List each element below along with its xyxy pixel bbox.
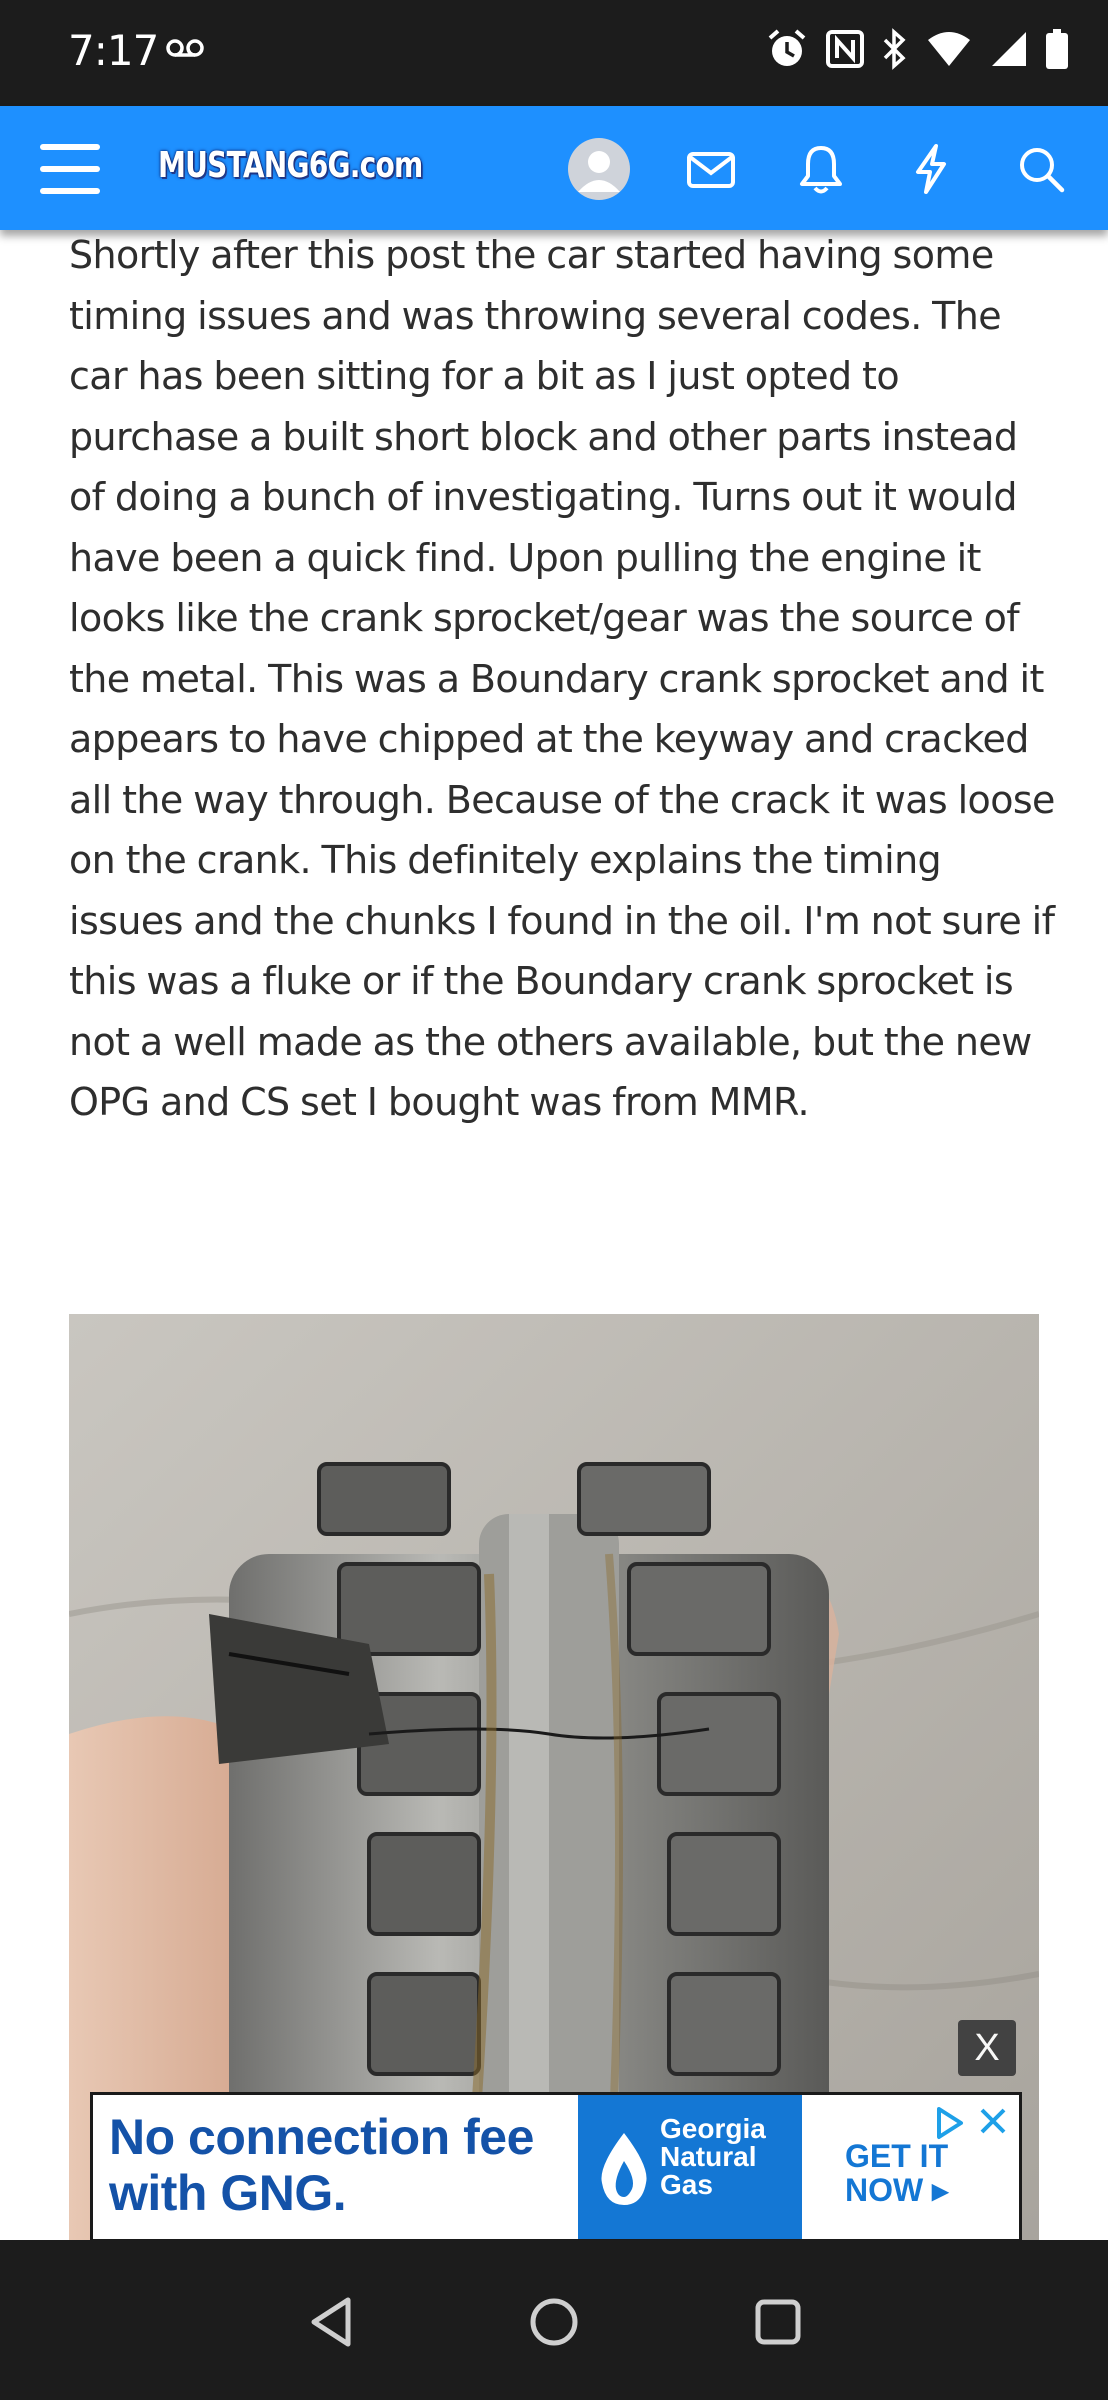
- bluetooth-icon: [882, 28, 908, 70]
- hamburger-menu-icon[interactable]: [40, 144, 100, 194]
- alarm-icon: [766, 28, 808, 70]
- cell-signal-icon: [990, 30, 1028, 68]
- logo-text: MUSTANG6G.com: [158, 144, 423, 186]
- voicemail-icon: [166, 38, 204, 63]
- battery-icon: [1046, 29, 1068, 69]
- back-icon[interactable]: [302, 2292, 362, 2352]
- wifi-icon: [926, 30, 972, 68]
- post-paragraph: Shortly after this post the car started having some timing issues and was throwing several codes. The car has been sitting for a bit as I just opted to purchase a built short block and other parts instead of doing a bunch of investigating. Turns out it would have been a quick find. Upon pulling the engine it looks like the crank sprocket/gear was the source of the metal. This was a Boundary crank sprocket and it appears to have chipped at the keyway and cracked all the way through. Because of the crack it was loose on the crank. This definitely explains the timing issues and the chunks I found in the oil. I'm not sure if this was a fluke or if the Boundary crank sprocket is not a well made as the others available, but the new OPG and CS set I bought was from MMR.: [69, 233, 1055, 1124]
- ad-headline-line1: No connection fee: [109, 2109, 534, 2165]
- recents-icon[interactable]: [748, 2292, 808, 2352]
- site-logo[interactable]: [152, 136, 503, 194]
- ad-close-icon[interactable]: [977, 2105, 1009, 2142]
- adchoices-icon[interactable]: [931, 2105, 967, 2146]
- bell-icon[interactable]: [790, 138, 852, 200]
- flame-logo-icon: [596, 2131, 652, 2207]
- ad-brand-block: [578, 2095, 802, 2239]
- ad-headline-line2: with GNG.: [109, 2165, 347, 2221]
- status-bar: [0, 0, 1108, 106]
- app-header: [0, 106, 1108, 230]
- status-icons: [766, 28, 1068, 70]
- ad-cta[interactable]: [845, 2139, 965, 2207]
- ad-brand-line1: Georgia: [660, 2113, 766, 2144]
- close-overlay-button[interactable]: X: [958, 2020, 1016, 2076]
- nfc-icon: [826, 30, 864, 68]
- ad-cta-line2: NOW ▸: [845, 2172, 949, 2208]
- mail-icon[interactable]: [680, 138, 742, 200]
- status-time: 7:17: [68, 26, 159, 75]
- home-icon[interactable]: [524, 2292, 584, 2352]
- ad-brand-line3: Gas: [660, 2169, 713, 2200]
- search-icon[interactable]: [1010, 138, 1072, 200]
- account-icon[interactable]: [568, 138, 630, 200]
- ad-brand-name: [660, 2115, 800, 2199]
- ad-cta-line1: GET IT: [845, 2138, 949, 2174]
- bolt-icon[interactable]: [900, 138, 962, 200]
- ad-banner[interactable]: [90, 2092, 1022, 2242]
- system-nav-bar: [0, 2240, 1108, 2400]
- post-body: [69, 225, 1059, 1133]
- ad-brand-line2: Natural: [660, 2141, 757, 2172]
